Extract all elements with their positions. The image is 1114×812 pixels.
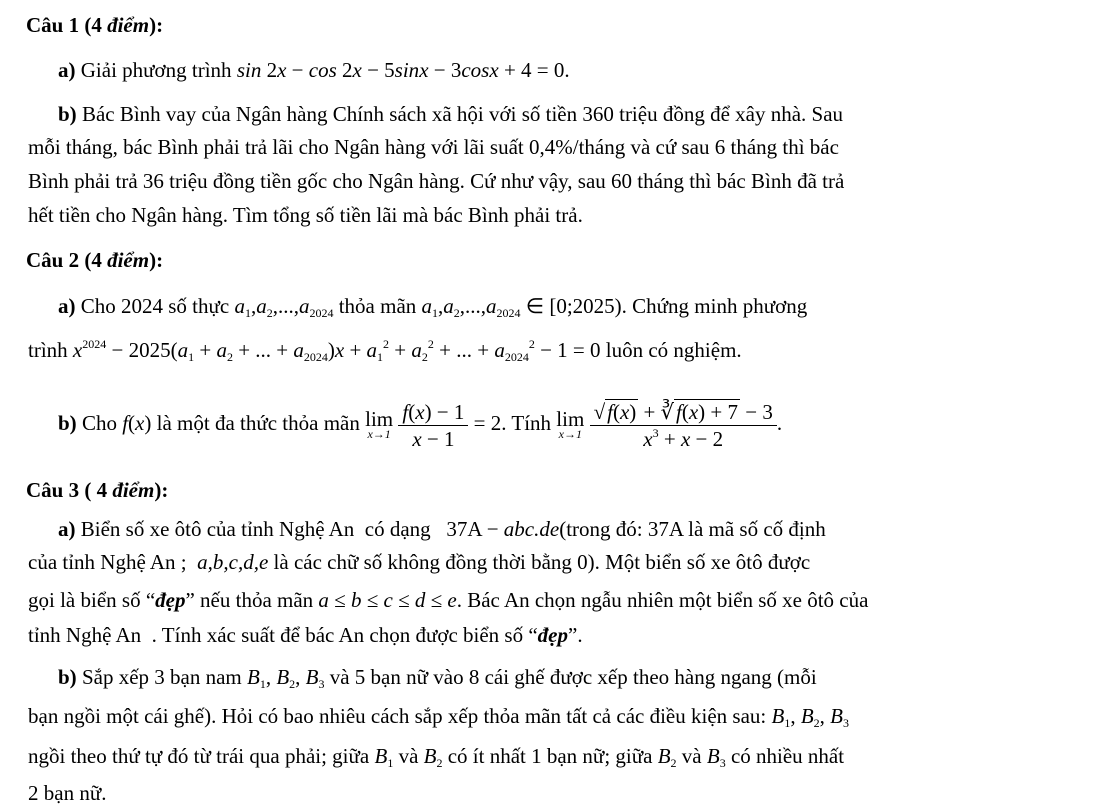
fraction: $\frac{√f(x) + ∛f(x) + 7 - 3}{x^3 + x - 2}$: [590, 399, 777, 452]
q3-part-a-line-3: gọi là biển số “đẹp” nếu thỏa mãn a ≤ b ≤ c ≤ d ≤ e. Bác An chọn ngẫu nhiên một biển số xe ôtô của: [28, 588, 869, 612]
limit-operator: lim x→1: [365, 407, 394, 442]
q1-b-label: b): [58, 102, 77, 126]
q1-header: Câu 1 (4 điểm):: [26, 13, 164, 37]
q3-a-label: a): [58, 517, 76, 541]
q3-part-b-line-4: 2 bạn nữ.: [28, 781, 107, 805]
q2-part-b: b) Cho f(x) là một đa thức thỏa mãn lim x→1 $\frac{f(x) - 1}{x - 1}$ = 2. Tính lim x→1 $\frac{√f(x) + ∛f(x) + 7 - 3}{x^3 + x - 2}$ .: [58, 399, 783, 451]
q3-b-label: b): [58, 665, 77, 689]
q3-part-a-line-1: a) Biển số xe ôtô của tỉnh Nghệ An có dạng 37A − abc.de(trong đó: 37A là mã số cố định: [58, 517, 826, 541]
q1-part-b-line-1: b) Bác Bình vay của Ngân hàng Chính sách xã hội với số tiền 360 triệu đồng để xây nhà. Sau: [58, 102, 844, 126]
q2-a-label: a): [58, 294, 76, 318]
q2-part-a-line-1: a) Cho 2024 số thực $a_1,a_2,...,a_{2024}$ thỏa mãn $a_1,a_2,...,a_{2024}$ ∈ [0;2025). Chứng minh phương: [58, 294, 808, 320]
q1-part-b-line-2: mỗi tháng, bác Bình phải trả lãi cho Ngân hàng với lãi suất 0,4%/tháng và cứ sau 6 tháng thì bác: [28, 135, 839, 159]
q3-part-b-line-2: bạn ngồi một cái ghế). Hỏi có bao nhiêu cách sắp xếp thỏa mãn tất cả các điều kiện sau: $B_1$, $B_2$, $B_3$: [28, 704, 849, 730]
q1-part-b-line-4: hết tiền cho Ngân hàng. Tìm tổng số tiền lãi mà bác Bình phải trả.: [28, 203, 583, 227]
q3-part-a-line-4: tỉnh Nghệ An . Tính xác suất để bác An chọn được biển số “đẹp”.: [28, 623, 583, 647]
q2-part-a-line-2: trình $x^{2024} - 2025(a_1 + a_2$ + ... + $a_{2024})x + a_1^2 + a_2^2$ + ... + $a_{2024}^2 - 1 = 0$ luôn có nghiệm.: [28, 337, 742, 364]
q3-part-a-line-2: của tỉnh Nghệ An ; a,b,c,d,e là các chữ số không đồng thời bằng 0). Một biển số xe ôtô được: [28, 550, 811, 574]
q1-part-a: a) Giải phương trình sin 2x − cos 2x − 5sinx − 3cosx + 4 = 0.: [58, 58, 570, 82]
q1-part-b-line-3: Bình phải trả 36 triệu đồng tiền gốc cho Ngân hàng. Cứ như vậy, sau 60 tháng thì bác Bình đã trả: [28, 169, 845, 193]
q3-part-b-line-3: ngồi theo thứ tự đó từ trái qua phải; giữa $B_1$ và $B_2$ có ít nhất 1 bạn nữ; giữa $B_2$ và $B_3$ có nhiều nhất: [28, 744, 845, 770]
q2-header: Câu 2 (4 điểm):: [26, 248, 164, 272]
q3-part-b-line-1: b) Sắp xếp 3 bạn nam $B_1$, $B_2$, $B_3$ và 5 bạn nữ vào 8 cái ghế được xếp theo hàng ngang (mỗi: [58, 665, 817, 691]
limit-operator: lim x→1: [556, 407, 585, 442]
q3-header: Câu 3 ( 4 điểm):: [26, 478, 169, 502]
fraction: $\frac{f(x) - 1}{x - 1}$: [398, 399, 468, 452]
q1-a-label: a): [58, 58, 76, 82]
q2-b-label: b): [58, 411, 77, 435]
